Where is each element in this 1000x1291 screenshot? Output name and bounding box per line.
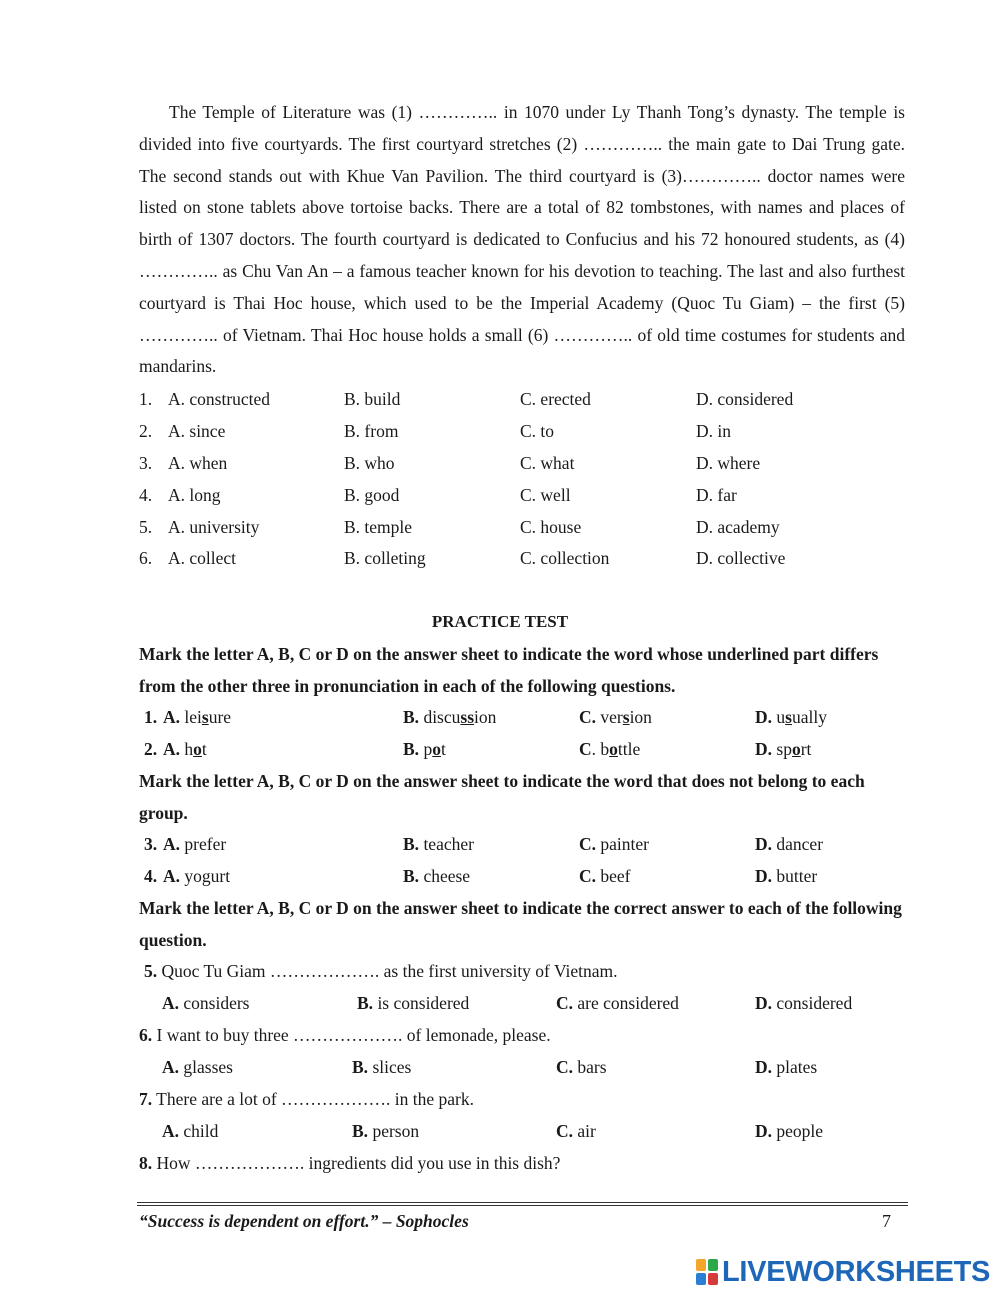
option-d[interactable]: D. far [696,485,737,505]
option-a[interactable]: A. constructed [168,389,271,409]
option-text: ure [208,707,232,727]
option-b[interactable]: B. build [344,389,401,409]
underlined-part: o [609,739,618,759]
option-text: ually [791,707,827,727]
pronunciation-question-row [0,702,1000,732]
question-number: 3. [144,834,158,854]
option-c[interactable]: C. painter [579,834,649,854]
option-b[interactable]: B. is considered [357,993,470,1013]
option-c[interactable]: C. house [520,517,582,537]
option-c[interactable] [579,734,640,764]
option-b[interactable] [403,702,496,732]
odd-one-out-question-row [0,861,1000,891]
practice-test-title: PRACTICE TEST [431,612,569,631]
option-d[interactable]: D. collective [696,548,786,568]
option-b[interactable]: B. teacher [403,834,474,854]
question-stem: 8. How ………………. ingredients did you use in this dish? [139,1153,561,1173]
option-a[interactable]: A. yogurt [163,866,231,886]
question-stem-row [0,956,1000,986]
underlined-part: s [785,707,792,727]
question-number: 1. [139,389,153,409]
option-c[interactable]: C. beef [579,866,631,886]
option-label: A. [163,707,181,727]
option-d[interactable] [755,734,811,764]
option-text: . b [591,739,610,759]
underlined-part: o [432,739,441,759]
option-c[interactable]: C. are considered [556,993,679,1013]
option-b[interactable]: B. slices [352,1057,412,1077]
option-d[interactable]: D. considered [696,389,794,409]
option-c[interactable]: C. erected [520,389,591,409]
option-b[interactable]: B. colleting [344,548,426,568]
option-c[interactable]: C. what [520,453,575,473]
question-options-row [0,1052,1000,1082]
question-number: 3. [139,453,153,473]
option-c[interactable]: C. collection [520,548,610,568]
instruction-odd-one-out: Mark the letter A, B, C or D on the answer sheet to indicate the word that does not belong to each group. [139,771,865,823]
option-b[interactable] [403,734,446,764]
option-label: C [579,739,592,759]
underlined-part: ss [460,707,475,727]
option-d[interactable]: D. dancer [755,834,824,854]
question-options-row [0,1116,1000,1146]
passage-question-row [0,480,1000,510]
option-a[interactable]: A. long [168,485,221,505]
option-d[interactable]: D. in [696,421,731,441]
option-text: t [201,739,207,759]
footer-divider [137,1202,908,1203]
underlined-part: s [622,707,630,727]
instruction-pronunciation: Mark the letter A, B, C or D on the answer sheet to indicate the word whose underlined part differs from the other three in pronunciation in each of the following questions. [139,644,879,696]
question-stem-row [0,1084,1000,1114]
option-a[interactable]: A. when [168,453,228,473]
option-text: p [419,739,433,759]
passage-question-row [0,543,1000,573]
question-number: 5. [139,517,153,537]
option-d[interactable]: D. considered [755,993,853,1013]
option-a[interactable]: A. considers [162,993,250,1013]
question-stem: 7. There are a lot of ………………. in the park. [139,1089,475,1109]
option-b[interactable]: B. person [352,1121,420,1141]
option-text: sp [772,739,792,759]
question-number: 4. [144,866,158,886]
option-b[interactable]: B. who [344,453,395,473]
question-number: 1. [144,707,158,727]
question-number: 2. [139,421,153,441]
passage-question-row [0,416,1000,446]
underlined-part: s [201,707,209,727]
instruction-correct-answer: Mark the letter A, B, C or D on the answer sheet to indicate the correct answer to each of the following question. [139,898,902,950]
passage-question-row [0,512,1000,542]
option-a[interactable] [163,734,207,764]
option-b[interactable]: B. temple [344,517,413,537]
option-label: B. [403,739,420,759]
option-text: h [180,739,194,759]
underlined-part: o [193,739,202,759]
option-a[interactable]: A. prefer [163,834,227,854]
option-a[interactable]: A. university [168,517,260,537]
passage-question-row [0,384,1000,414]
option-text: rt [800,739,812,759]
option-c[interactable]: C. to [520,421,555,441]
question-number: 4. [139,485,153,505]
option-label: A. [163,739,181,759]
option-text: ion [474,707,497,727]
option-d[interactable]: D. where [696,453,761,473]
reading-passage [139,97,905,383]
question-options-row [0,988,1000,1018]
option-a[interactable]: A. child [162,1121,219,1141]
option-b[interactable]: B. from [344,421,399,441]
option-d[interactable] [755,702,827,732]
option-text: ttle [617,739,641,759]
option-b[interactable]: B. cheese [403,866,471,886]
option-text: ver [596,707,623,727]
question-stem: 6. I want to buy three ………………. of lemonade, please. [139,1025,551,1045]
option-text: discu [419,707,461,727]
question-stem-row [0,1020,1000,1050]
option-label: D. [755,739,773,759]
option-text: lei [180,707,202,727]
underlined-part: o [791,739,801,759]
footer-divider [137,1205,908,1206]
option-b[interactable]: B. good [344,485,400,505]
option-text: t [440,739,446,759]
option-c[interactable] [579,702,652,732]
option-c[interactable]: C. air [556,1121,596,1141]
option-text: ion [629,707,652,727]
option-c[interactable]: C. bars [556,1057,607,1077]
brand-name: LIVEWORKSHEETS [722,1255,991,1288]
page-number: 7 [882,1211,891,1231]
passage-text: The Temple of Literature was (1) ………….. in 1070 under Ly Thanh Tong’s dynasty. The temple is divided into five courtyards. The first courtyard stretches (2) ………….. the main gate to Dai Trung gate. The second stands out with Khue Van Pavilion. The third courtyard is (3)………….. doctor names were listed on stone tablets above tortoise backs. There are a total of 82 tombstones, with names and places of birth of 1307 doctors. The fourth courtyard is dedicated to Confucius and his 72 honoured students, as (4) ………….. as Chu Van An – a famous teacher known for his devotion to teaching. The last and also furthest courtyard is Thai Hoc house, which used to be the Imperial Academy (Quoc Tu Giam) – the first (5) ………….. of Vietnam. Thai Hoc house holds a small (6) ………….. of old time costumes for students and mandarins. [139,102,905,377]
option-a[interactable] [163,702,231,732]
option-a[interactable]: A. glasses [162,1057,233,1077]
passage-question-row [0,448,1000,478]
option-d[interactable]: D. people [755,1121,824,1141]
option-label: C. [579,707,597,727]
liveworksheets-logo-icon [696,1259,718,1285]
question-stem-row [0,1148,1000,1178]
option-text: u [772,707,786,727]
option-d[interactable]: D. academy [696,517,780,537]
option-c[interactable]: C. well [520,485,571,505]
option-label: B. [403,707,420,727]
footer-quote: “Success is dependent on effort.” – Sophocles [139,1211,469,1231]
option-a[interactable]: A. since [168,421,226,441]
liveworksheets-brand[interactable] [696,1255,990,1289]
question-number: 2. [144,739,158,759]
option-a[interactable]: A. collect [168,548,237,568]
question-stem: 5. Quoc Tu Giam ………………. as the first university of Vietnam. [144,961,618,981]
option-label: D. [755,707,773,727]
pronunciation-question-row [0,734,1000,764]
option-d[interactable]: D. plates [755,1057,818,1077]
odd-one-out-question-row [0,829,1000,859]
question-number: 6. [139,548,153,568]
option-d[interactable]: D. butter [755,866,818,886]
